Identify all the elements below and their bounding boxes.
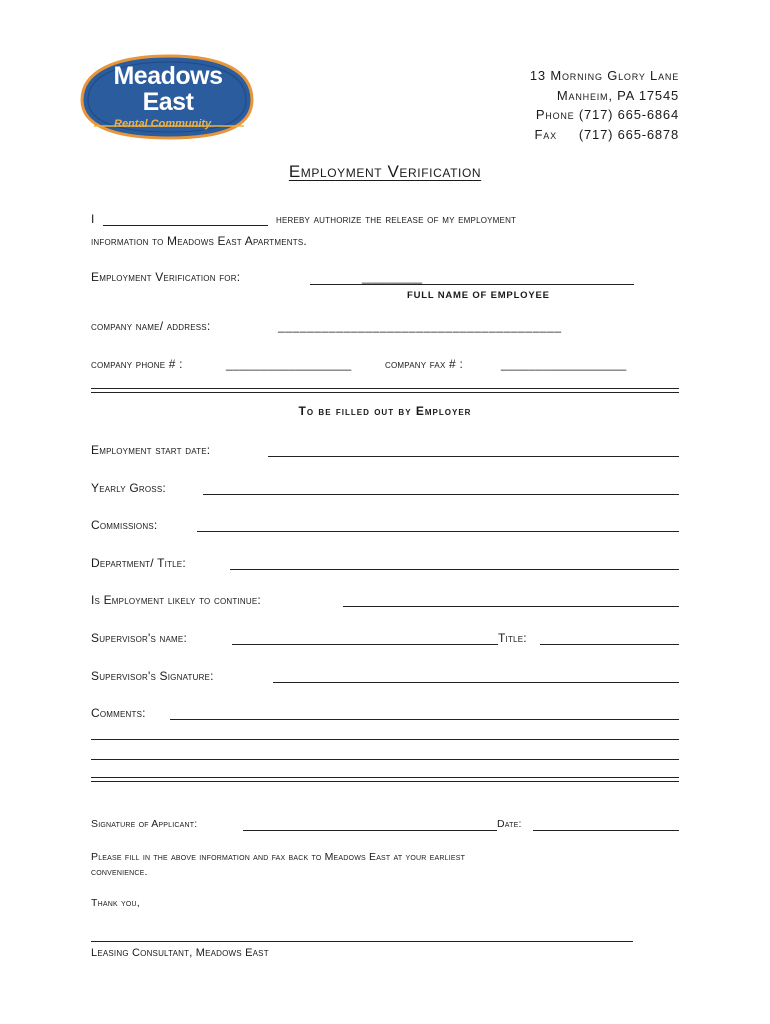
supervisor-signature-label: Supervisor's Signature: [91,669,214,683]
consultant-label: Leasing Consultant, Meadows East [91,947,269,959]
comments-label: Comments: [91,706,146,720]
comments-line-1[interactable] [170,719,679,720]
employee-name-dashes: _________ [362,270,423,284]
supervisor-title-label: Title: [498,631,527,645]
company-phone-blank[interactable]: __________________ [226,357,352,371]
verification-for-label: Employment Verification for: [91,270,241,284]
page-title: Employment Verification [288,162,482,181]
applicant-name-line[interactable] [103,225,268,226]
logo-line-1: Meadows [113,62,223,90]
section-divider-bottom-2 [91,781,679,782]
thank-you: Thank you, [91,897,140,909]
company-name-label: company name/ address: [91,319,211,333]
address-fax [530,125,679,145]
section-divider-top-2 [91,392,679,393]
fax-label: Fax [534,126,557,142]
section-divider-top-1 [91,388,679,389]
applicant-date-line[interactable] [533,830,679,831]
section-divider-bottom-1 [91,777,679,778]
supervisor-name-line[interactable] [232,644,498,645]
address-street: 13 Morning Glory Lane [529,68,679,83]
authorize-line-2: information to Meadows East Apartments. [91,234,307,248]
likely-continue-label: Is Employment likely to continue: [91,593,261,607]
company-phone-label: company phone # : [91,357,183,371]
commissions-label: Commissions: [91,518,158,532]
start-date-label: Employment start date: [91,443,211,457]
comments-line-2[interactable] [91,739,679,740]
applicant-signature-label: Signature of Applicant: [91,818,198,830]
company-fax-blank[interactable]: __________________ [501,357,627,371]
address-city: Manheim, PA 17545 [556,87,679,103]
authorize-prefix: I [91,212,95,226]
consultant-signature-line[interactable] [91,941,633,942]
address-phone: Phone (717) 665-6864 [535,107,679,122]
fax-number: (717) 665-6878 [578,126,679,142]
logo-line-2: East [142,88,194,116]
yearly-gross-line[interactable] [203,494,679,495]
department-line[interactable] [230,569,679,570]
logo-tagline: Rental Community [114,118,212,130]
company-name-blank[interactable]: _______________________________________ [278,319,562,333]
meadows-east-logo [74,50,264,146]
start-date-line[interactable] [268,456,679,457]
instructions-line-2: convenience. [91,866,148,878]
applicant-signature-line[interactable] [243,830,497,831]
commissions-line[interactable] [197,531,679,532]
department-label: Department/ Title: [91,556,186,570]
supervisor-signature-line[interactable] [273,682,679,683]
comments-line-3[interactable] [91,759,679,760]
employee-name-caption: FULL NAME OF EMPLOYEE [407,290,550,301]
supervisor-name-label: Supervisor's name: [91,631,187,645]
instructions-line-1: Please fill in the above information and fax back to Meadows East at your earliest [91,851,466,863]
supervisor-title-line[interactable] [540,644,679,645]
likely-continue-line[interactable] [343,606,679,607]
address-block [530,66,679,144]
authorize-line-1: hereby authorize the release of my employment [276,212,517,226]
applicant-date-label: Date: [497,818,522,830]
employer-section-heading: To be filled out by Employer [298,404,472,418]
yearly-gross-label: Yearly Gross: [91,481,166,495]
company-fax-label: company fax # : [385,357,463,371]
employee-name-line[interactable] [310,284,634,285]
